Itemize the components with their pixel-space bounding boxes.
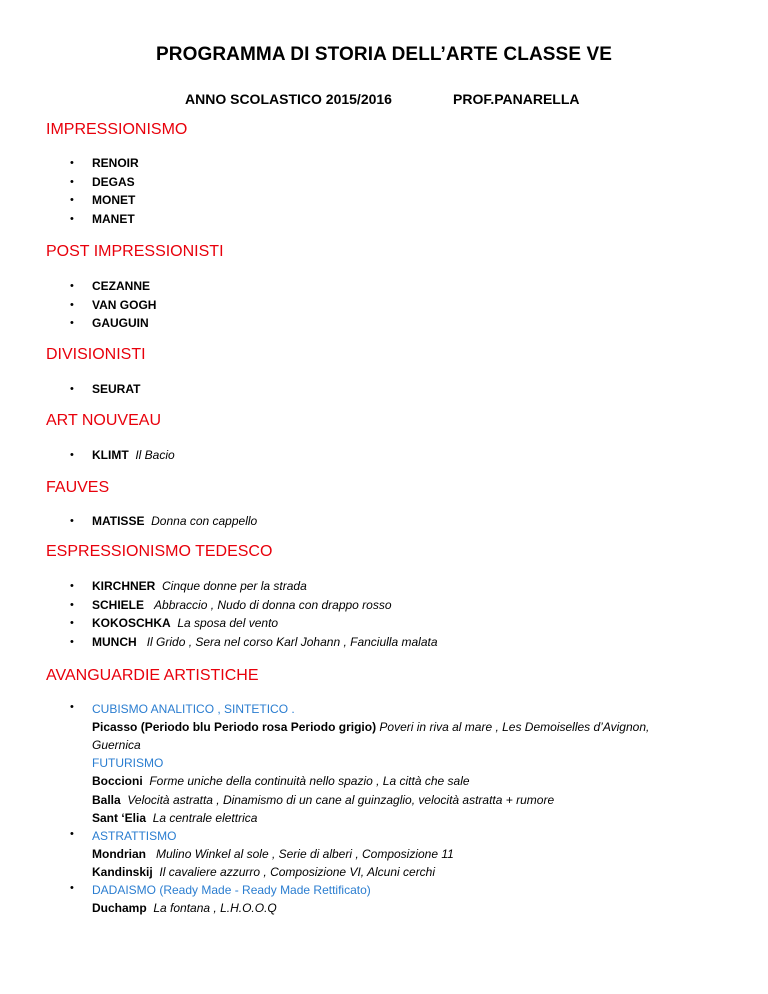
bullet-icon: • (70, 175, 74, 188)
artist-kandinskij: Kandinskij Il cavaliere azzurro , Composizione VI, Alcuni cerchi (92, 865, 436, 879)
artist-santelia: Sant ‘Elia La centrale elettrica (92, 811, 258, 825)
section-heading-post-impressionisti: POST IMPRESSIONISTI (46, 243, 224, 260)
artist-picasso-works-cont: Guernica (92, 738, 141, 752)
artist-list-divisionisti (0, 380, 140, 399)
list-item: • MATISSE Donna con cappello (0, 512, 257, 531)
teacher-name: PROF.PANARELLA (453, 91, 580, 107)
bullet-icon: • (70, 194, 74, 206)
page-title: PROGRAMMA DI STORIA DELL’ARTE CLASSE VE (155, 44, 613, 65)
list-item: • GAUGUIN (0, 314, 156, 333)
bullet-icon: • (70, 157, 74, 169)
artist-mondrian: Mondrian Mulino Winkel al sole , Serie di alberi , Composizione 11 (92, 847, 454, 861)
section-heading-impressionismo: IMPRESSIONISMO (46, 121, 188, 138)
bullet-icon: • (70, 598, 74, 611)
artist-list-espressionismo (0, 577, 438, 651)
list-item: • RENOIR (0, 154, 139, 173)
bullet-icon: • (70, 280, 74, 292)
section-heading-divisionisti: DIVISIONISTI (46, 346, 146, 363)
bullet-icon: • (70, 580, 74, 592)
movement-dadaismo: DADAISMO (Ready Made - Ready Made Rettificato) (92, 883, 371, 897)
list-item: • CEZANNE (0, 277, 156, 296)
artist-duchamp: Duchamp La fontana , L.H.O.O.Q (92, 901, 277, 915)
bullet-icon: • (70, 298, 74, 311)
movement-futurismo: FUTURISMO (92, 756, 164, 770)
school-year: ANNO SCOLASTICO 2015/2016 (185, 91, 392, 107)
list-item: • MUNCH Il Grido , Sera nel corso Karl Johann , Fanciulla malata (0, 633, 438, 652)
artist-list-impressionismo (0, 154, 139, 228)
list-item: • KLIMT Il Bacio (0, 446, 175, 465)
artist-list-fauves (0, 512, 257, 531)
section-heading-espressionismo: ESPRESSIONISMO TEDESCO (46, 543, 273, 560)
list-item: • KOKOSCHKA La sposa del vento (0, 614, 438, 633)
list-item: • DEGAS (0, 173, 139, 192)
artist-list-post-impressionisti (0, 277, 156, 333)
list-item: • KIRCHNER Cinque donne per la strada (0, 577, 438, 596)
bullet-icon: • (70, 882, 74, 894)
section-heading-fauves: FAUVES (46, 479, 110, 496)
artist-list-art-nouveau (0, 446, 175, 465)
bullet-icon: • (70, 515, 74, 527)
list-item: • VAN GOGH (0, 296, 156, 315)
bullet-icon: • (70, 701, 74, 713)
section-heading-art-nouveau: ART NOUVEAU (46, 412, 161, 429)
artist-picasso: Picasso (Periodo blu Periodo rosa Periodo grigio) Poveri in riva al mare , Les Demoiselles d’Avignon, (92, 720, 650, 734)
list-item: • MANET (0, 210, 139, 229)
bullet-icon: • (70, 212, 74, 225)
section-heading-avanguardie: AVANGUARDIE ARTISTICHE (46, 667, 259, 684)
bullet-icon: • (70, 617, 74, 629)
movement-astrattismo: ASTRATTISMO (92, 829, 177, 843)
bullet-icon: • (70, 449, 74, 461)
artist-boccioni: Boccioni Forme uniche della continuità nello spazio , La città che sale (92, 774, 470, 788)
bullet-icon: • (70, 635, 74, 648)
movement-cubismo: CUBISMO ANALITICO , SINTETICO . (92, 702, 295, 716)
bullet-icon: • (70, 828, 74, 840)
list-item: • MONET (0, 191, 139, 210)
bullet-icon: • (70, 383, 74, 395)
list-item: • SCHIELE Abbraccio , Nudo di donna con drappo rosso (0, 596, 438, 615)
list-item: • SEURAT (0, 380, 140, 399)
bullet-icon: • (70, 317, 74, 329)
artist-balla: Balla Velocità astratta , Dinamismo di un cane al guinzaglio, velocità astratta + rumore (92, 793, 555, 807)
